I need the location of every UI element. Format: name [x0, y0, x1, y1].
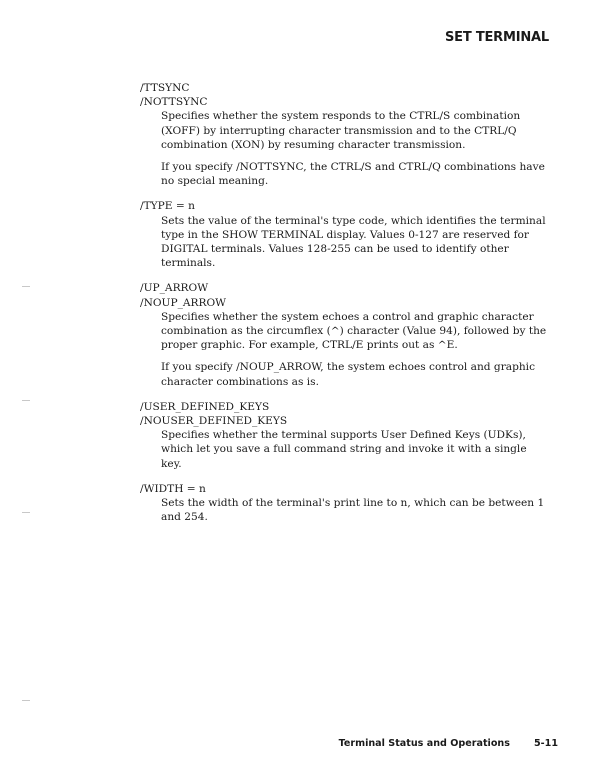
qualifier-entry-user-defined-keys [140, 400, 550, 471]
qualifier-entry-up-arrow [140, 281, 550, 388]
paragraph: Specifies whether the system responds to the CTRL/S combination (XOFF) by interrupting character transmission and to the CTRL/Q combination (XON) by resuming character transmission. [161, 110, 521, 151]
qualifier-name: /TTSYNC [140, 82, 190, 94]
paragraph: If you specify /NOUP_ARROW, the system echoes control and graphic character combinations as is. [161, 361, 535, 388]
qualifier-name: /WIDTH = n [140, 482, 206, 495]
qualifier-name: /NOTTSYNC [140, 96, 208, 109]
qualifier-name: /UP_ARROW [140, 282, 209, 295]
page-number: 5-11 [533, 738, 558, 749]
qualifier-description [161, 214, 550, 271]
qualifier-entry-type [140, 199, 550, 270]
page-header-title: SET TERMINAL [445, 30, 549, 45]
paragraph: Sets the width of the terminal's print line to n, which can be between 1 and 254. [161, 497, 545, 524]
qualifier-description [161, 310, 550, 389]
paragraph: If you specify /NOTTSYNC, the CTRL/S and CTRL/Q combinations have no special meaning. [161, 161, 545, 188]
binding-mark [22, 286, 30, 287]
binding-mark [22, 512, 30, 513]
document-body [140, 81, 550, 535]
qualifier-name: /NOUSER_DEFINED_KEYS [140, 415, 288, 428]
footer-section-title: Terminal Status and Operations [338, 738, 510, 749]
qualifier-description [161, 496, 550, 524]
paragraph: Specifies whether the terminal supports User Defined Keys (UDKs), which let you save a full command string and invoke it with a single key. [161, 429, 527, 470]
binding-mark [22, 700, 30, 701]
qualifier-entry-ttsync [140, 81, 550, 188]
qualifier-name: /NOUP_ARROW [140, 296, 227, 309]
qualifier-entry-width [140, 482, 550, 525]
paragraph: Specifies whether the system echoes a control and graphic character combination as the circumflex (^) character (Value 94), followed by the proper graphic. For example, CTRL/E prints out as ^E. [161, 310, 547, 352]
qualifier-description [161, 109, 550, 188]
qualifier-description [161, 428, 550, 471]
page-footer [339, 738, 558, 749]
qualifier-name: /TYPE = n [140, 200, 195, 213]
paragraph: Sets the value of the terminal's type code, which identifies the terminal type in the SHOW TERMINAL display. Values 0-127 are reserved for DIGITAL terminals. Values 128-255 can be used to identify other terminals. [161, 214, 546, 270]
qualifier-name: /USER_DEFINED_KEYS [140, 400, 270, 413]
binding-mark [22, 400, 30, 401]
